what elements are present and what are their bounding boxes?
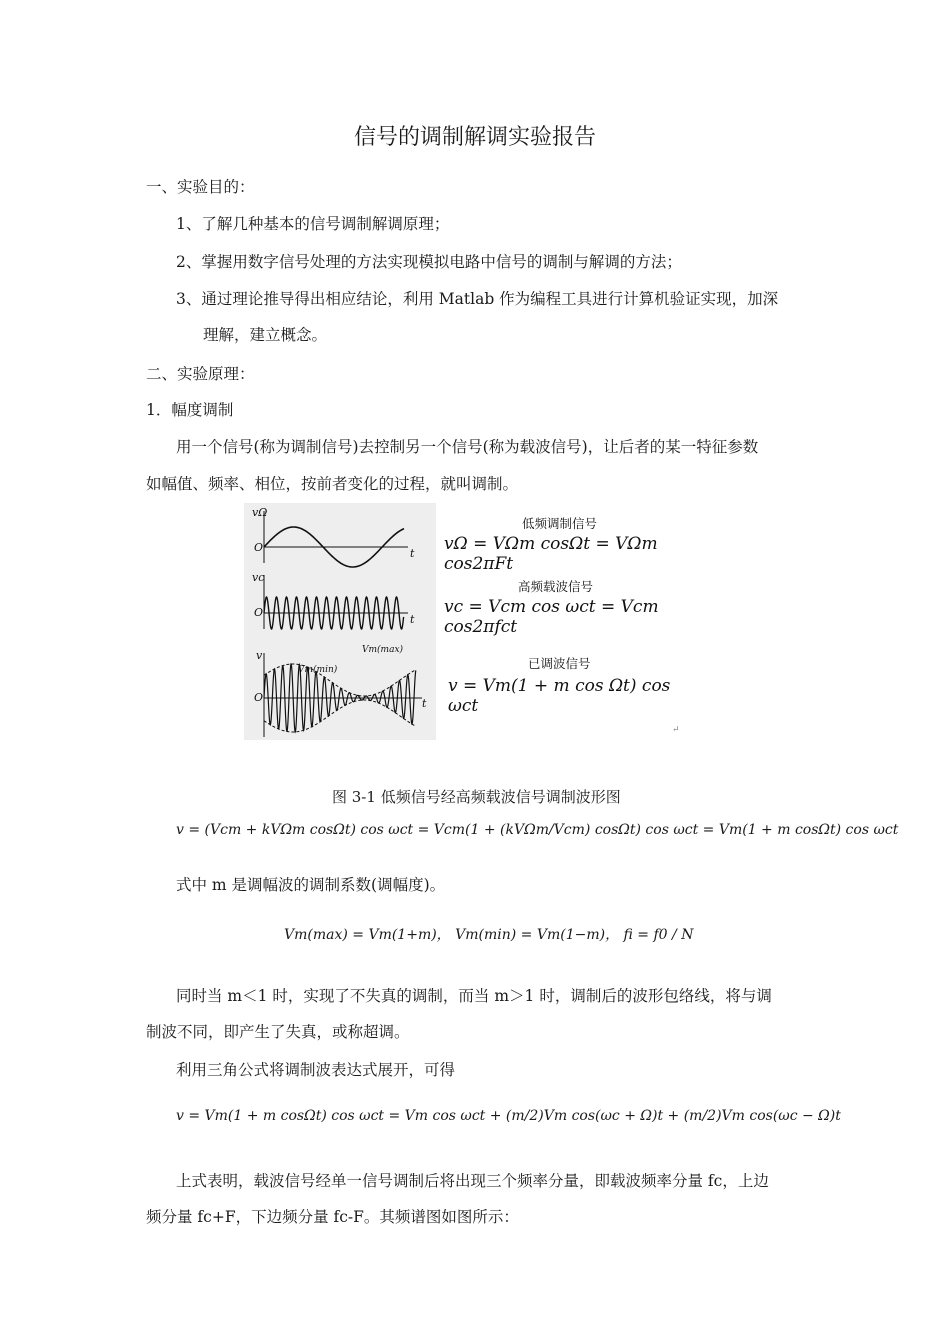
axis-label-vc: vc	[252, 571, 265, 584]
para-definition-line2: 如幅值、频率、相位，按前者变化的过程，就叫调制。	[146, 475, 519, 493]
label-modulated-signal: 已调波信号	[528, 656, 591, 671]
section2-heading: 二、实验原理：	[146, 365, 255, 383]
axis-label-origin-3: O	[254, 691, 264, 704]
subsection-am-heading: 1．幅度调制	[146, 401, 234, 419]
axis-label-v-omega: vΩ	[252, 506, 268, 519]
axis-label-t-1: t	[410, 547, 415, 560]
para-spectrum-line2: 频分量 fc+F，下边频分量 fc-F。其频谱图如图所示：	[146, 1208, 519, 1226]
vm-min-label: Vm(min)	[298, 665, 338, 675]
equation-modulated-signal: v = Vm(1 + m cos Ωt) cos ωct	[448, 676, 671, 716]
objective-item-2: 2、掌握用数字信号处理的方法实现模拟电路中信号的调制与解调的方法；	[176, 253, 682, 271]
formula-vm-max-min: Vm(max) = Vm(1+m)， Vm(min) = Vm(1−m)， fi = f0 / N	[284, 927, 694, 943]
para-trig-expansion: 利用三角公式将调制波表达式展开，可得	[176, 1061, 456, 1079]
am-waveform-figure	[244, 503, 684, 740]
waveform-plots	[244, 503, 436, 740]
axis-label-t-3: t	[422, 697, 427, 710]
para-distortion-line1: 同时当 m＜1 时，实现了不失真的调制，而当 m＞1 时，调制后的波形包络线，将与调	[176, 987, 772, 1005]
objective-item-3: 3、通过理论推导得出相应结论，利用 Matlab 作为编程工具进行计算机验证实现，加深	[176, 290, 779, 308]
waveform-panel	[244, 503, 436, 740]
para-spectrum-line1: 上式表明，载波信号经单一信号调制后将出现三个频率分量，即载波频率分量 fc，上边	[176, 1172, 769, 1190]
equation-carrier-signal: vc = Vcm cos ωct = Vcm cos2πfct	[444, 597, 659, 637]
axis-label-t-2: t	[410, 613, 415, 626]
label-carrier-signal: 高频载波信号	[518, 579, 594, 594]
axis-label-origin-1: O	[254, 541, 264, 554]
para-definition-line1: 用一个信号(称为调制信号)去控制另一个信号(称为载波信号)，让后者的某一特征参数	[176, 438, 759, 456]
objective-item-3-cont: 理解，建立概念。	[203, 326, 328, 344]
figure-caption: 图 3-1 低频信号经高频载波信号调制波形图	[332, 788, 621, 806]
page-title: 信号的调制解调实验报告	[353, 125, 596, 150]
formula-am-expression: v = (Vcm + kVΩm cosΩt) cos ωct = Vcm(1 + (kVΩm/Vcm) cosΩt) cos ωct = Vm(1 + m cosΩt) cos ωct	[176, 822, 899, 838]
objective-item-1: 1、了解几种基本的信号调制解调原理；	[176, 215, 450, 233]
label-modulating-signal: 低频调制信号	[522, 516, 598, 531]
vm-max-label: Vm(max)	[362, 645, 404, 655]
equation-modulating-signal: vΩ = VΩm cosΩt = VΩm cos2πFt	[444, 534, 658, 574]
paragraph-mark: ↵	[672, 725, 680, 735]
formula-spectrum-expansion: v = Vm(1 + m cosΩt) cos ωct = Vm cos ωct + (m/2)Vm cos(ωc + Ω)t + (m/2)Vm cos(ωc − Ω)t	[176, 1108, 841, 1124]
axis-label-origin-2: O	[254, 606, 264, 619]
section1-heading: 一、实验目的：	[146, 178, 255, 196]
text-modulation-index: 式中 m 是调幅波的调制系数(调幅度)。	[176, 876, 446, 894]
para-distortion-line2: 制波不同，即产生了失真，或称超调。	[146, 1023, 410, 1041]
axis-label-v: v	[256, 649, 263, 662]
